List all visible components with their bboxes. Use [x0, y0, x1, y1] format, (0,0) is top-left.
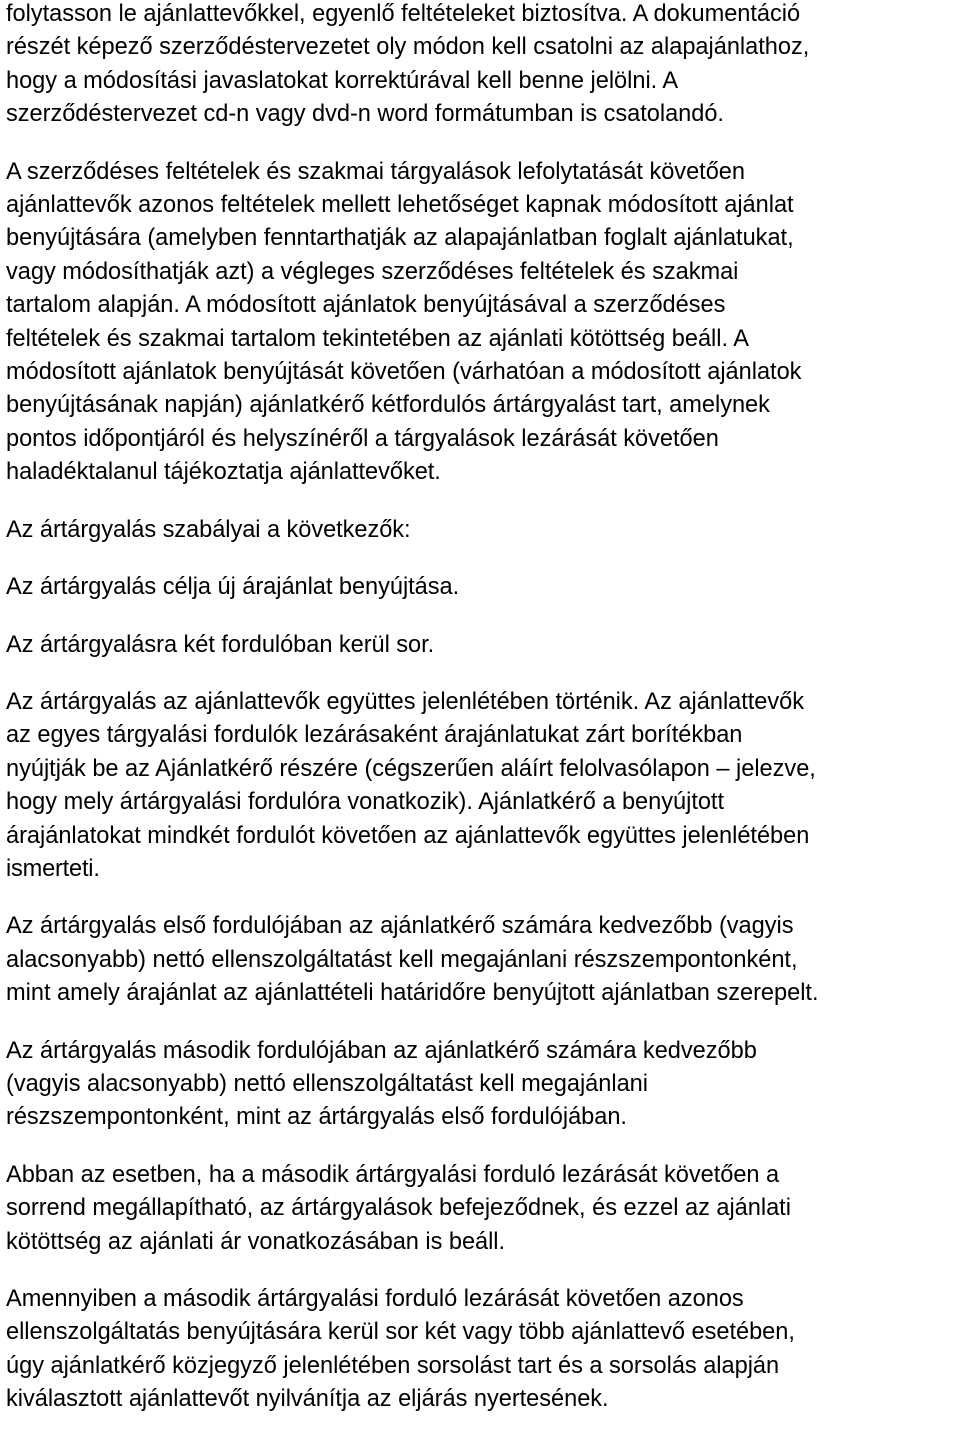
text-line: kötöttség az ajánlati ár vonatkozásában is beáll.: [6, 1228, 506, 1255]
text-line: módosított ajánlatok benyújtását követően (várhatóan a módosított ajánlatok: [6, 359, 802, 386]
paragraph-documentation: [6, 0, 956, 132]
text-line: hogy a módosítási javaslatokat korrektúrával kell benne jelölni. A: [6, 67, 679, 94]
paragraph-joint-presence: [6, 686, 956, 886]
text-line: ajánlattevők azonos feltételek mellett lehetőséget kapnak módosított ajánlat: [6, 192, 794, 219]
text-line: szerződéstervezet cd-n vagy dvd-n word formátumban is csatolandó.: [6, 101, 724, 128]
text-line: alacsonyabb) nettó ellenszolgáltatást kell megajánlani részszempontonként,: [6, 946, 798, 973]
text-line: tartalom alapján. A módosított ajánlatok benyújtásával a szerződéses: [6, 292, 726, 319]
text-line: az egyes tárgyalási fordulók lezárásaként árajánlatukat zárt borítékban: [6, 722, 743, 749]
text-line: vagy módosíthatják azt) a végleges szerződéses feltételek és szakmai: [6, 258, 739, 285]
text-line: sorrend megállapítható, az ártárgyalások befejeződnek, és ezzel az ajánlati: [6, 1195, 791, 1222]
text-line: folytasson le ajánlattevőkkel, egyenlő feltételeket biztosítva. A dokumentáció: [6, 1, 801, 27]
document-page: [6, 0, 956, 1441]
paragraph-order-established: [6, 1159, 956, 1259]
text-line: ellenszolgáltatás benyújtására kerül sor két vagy több ajánlattevő esetében,: [6, 1319, 795, 1346]
text-line: ismerteti.: [6, 855, 100, 882]
text-line: Az ártárgyalás második fordulójában az ajánlatkérő számára kedvezőbb: [6, 1037, 757, 1064]
text-line: árajánlatokat mindkét fordulót követően az ajánlattevők együttes jelenlétében: [6, 822, 810, 849]
paragraph-goal: [6, 571, 956, 604]
text-line: Az ártárgyalás szabályai a következők:: [6, 516, 411, 543]
text-line: feltételek és szakmai tartalom tekintetében az ajánlati kötöttség beáll. A: [6, 325, 749, 352]
text-line: benyújtásának napján) ajánlatkérő kétfordulós ártárgyalást tart, amelynek: [6, 392, 770, 419]
paragraph-first-round: [6, 910, 956, 1010]
text-line: úgy ajánlatkérő közjegyző jelenlétében sorsolást tart és a sorsolás alapján: [6, 1352, 780, 1379]
text-line: Abban az esetben, ha a második ártárgyalási forduló lezárását követően a: [6, 1161, 780, 1188]
text-line: Az ártárgyalás célja új árajánlat benyújtása.: [6, 574, 460, 601]
text-line: hogy mely ártárgyalási fordulóra vonatkozik). Ajánlatkérő a benyújtott: [6, 789, 724, 816]
paragraph-lottery: [6, 1283, 956, 1417]
paragraph-second-round: [6, 1035, 956, 1135]
text-line: A szerződéses feltételek és szakmai tárgyalások lefolytatását követően: [6, 158, 745, 185]
text-line: benyújtására (amelyben fenntarthatják az alapajánlatban foglalt ajánlatukat,: [6, 225, 794, 252]
text-line: pontos időpontjáról és helyszínéről a tárgyalások lezárását követően: [6, 425, 719, 452]
text-line: kiválasztott ajánlattevőt nyilvánítja az eljárás nyertesének.: [6, 1386, 609, 1413]
paragraph-rules-heading: [6, 514, 956, 547]
text-line: Az ártárgyalás első fordulójában az ajánlatkérő számára kedvezőbb (vagyis: [6, 913, 794, 940]
text-line: részszempontonként, mint az ártárgyalás első fordulójában.: [6, 1104, 627, 1131]
text-line: (vagyis alacsonyabb) nettó ellenszolgáltatást kell megajánlani: [6, 1070, 648, 1097]
text-line: részét képező szerződéstervezetet oly módon kell csatolni az alapajánlathoz,: [6, 34, 810, 61]
paragraph-modified-offers: [6, 156, 956, 490]
text-line: Az ártárgyalásra két fordulóban kerül sor.: [6, 631, 435, 658]
paragraph-two-rounds: [6, 629, 956, 662]
text-line: Amennyiben a második ártárgyalási forduló lezárását követően azonos: [6, 1286, 744, 1312]
text-line: mint amely árajánlat az ajánlattételi határidőre benyújtott ajánlatban szerepelt.: [6, 980, 819, 1007]
text-line: haladéktalanul tájékoztatja ajánlattevőket.: [6, 459, 441, 486]
text-line: nyújtják be az Ajánlatkérő részére (cégszerűen aláírt felolvasólapon – jelezve,: [6, 755, 816, 782]
text-line: Az ártárgyalás az ajánlattevők együttes jelenlétében történik. Az ajánlattevők: [6, 688, 805, 715]
